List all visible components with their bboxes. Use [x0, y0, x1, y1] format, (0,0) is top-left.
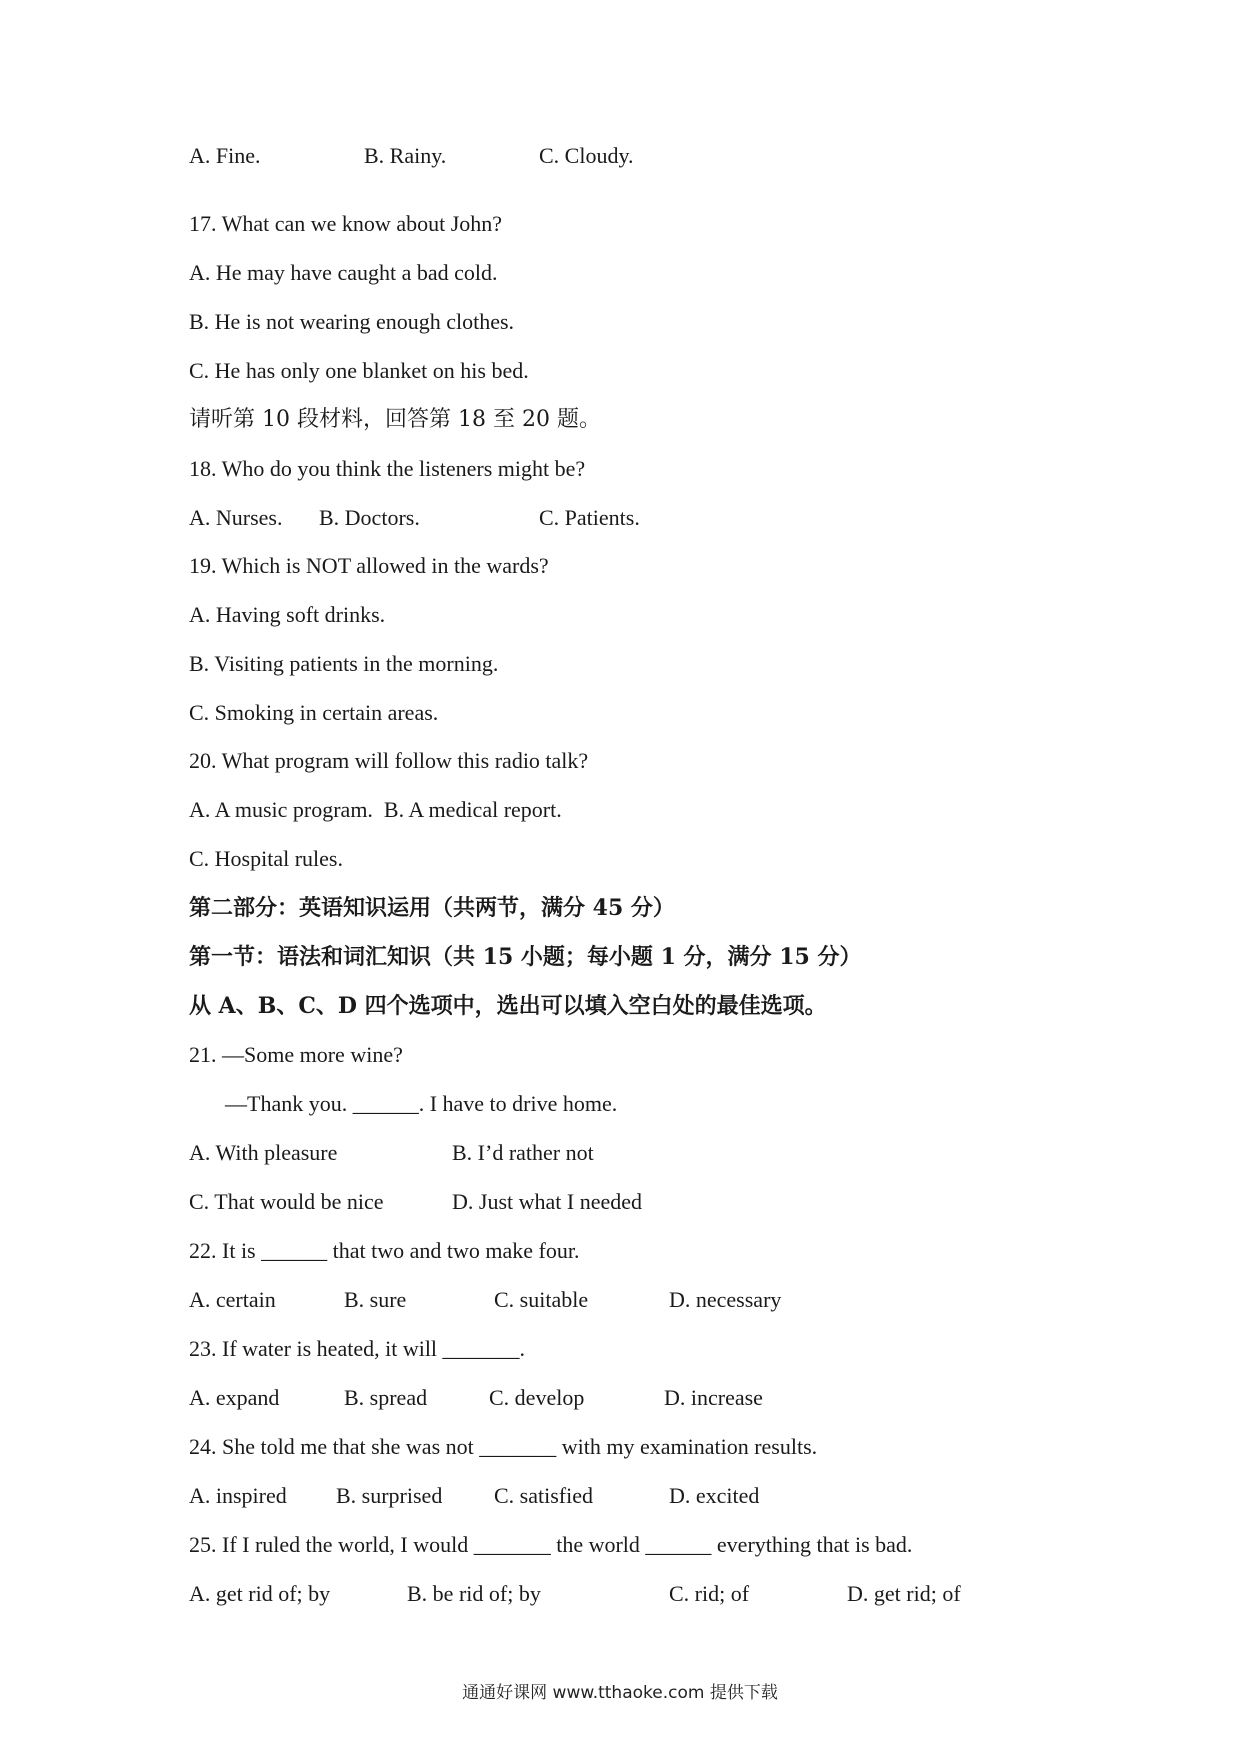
q21-reply: —Thank you. ______. I have to drive home. [225, 1091, 618, 1116]
question-18: 18. Who do you think the listeners might be? [189, 456, 586, 481]
option-b: B. I’d rather not [452, 1140, 594, 1165]
option-b: B. be rid of; by [407, 1581, 541, 1606]
option-a: A. Fine. [189, 143, 261, 168]
section-1-heading: 第一节：语法和词汇知识（共 15 小题；每小题 1 分，满分 15 分） [189, 944, 862, 970]
option-b: B. spread [344, 1385, 428, 1410]
q20-option-c: C. Hospital rules. [189, 846, 343, 871]
question-23: 23. If water is heated, it will _______. [189, 1336, 526, 1361]
choose-instruction: 从 A、B、C、D 四个选项中，选出可以填入空白处的最佳选项。 [189, 993, 827, 1019]
question-19: 19. Which is NOT allowed in the wards? [189, 553, 549, 578]
q17-option-c: C. He has only one blanket on his bed. [189, 358, 529, 383]
option-a: A. expand [189, 1385, 280, 1410]
q20-options-ab: A. A music program. B. A medical report. [189, 797, 562, 822]
q19-option-b: B. Visiting patients in the morning. [189, 651, 499, 676]
question-21: 21. —Some more wine? [189, 1042, 403, 1067]
option-d: D. get rid; of [847, 1581, 961, 1606]
q17-option-a: A. He may have caught a bad cold. [189, 260, 498, 285]
option-c: C. satisfied [494, 1483, 593, 1508]
q17-option-b: B. He is not wearing enough clothes. [189, 309, 515, 334]
option-b: B. Doctors. [319, 505, 420, 530]
question-20: 20. What program will follow this radio talk? [189, 748, 589, 773]
option-c: C. That would be nice [189, 1189, 384, 1214]
option-d: D. necessary [669, 1287, 782, 1312]
option-d: D. increase [664, 1385, 763, 1410]
question-22: 22. It is ______ that two and two make four. [189, 1238, 580, 1263]
option-a: A. With pleasure [189, 1140, 338, 1165]
option-c: C. Patients. [539, 505, 640, 530]
option-a: A. Nurses. [189, 505, 283, 530]
option-c: C. develop [489, 1385, 585, 1410]
question-17: 17. What can we know about John? [189, 211, 503, 236]
option-d: D. Just what I needed [452, 1189, 643, 1214]
part-2-heading: 第二部分：英语知识运用（共两节，满分 45 分） [189, 895, 675, 921]
option-b: B. Rainy. [364, 143, 447, 168]
option-c: C. rid; of [669, 1581, 750, 1606]
option-b: B. sure [344, 1287, 407, 1312]
question-24: 24. She told me that she was not _______ with my examination results. [189, 1434, 818, 1459]
option-b: B. surprised [336, 1483, 443, 1508]
q19-option-c: C. Smoking in certain areas. [189, 700, 439, 725]
question-25: 25. If I ruled the world, I would _______ the world ______ everything that is bad. [189, 1532, 913, 1557]
option-d: D. excited [669, 1483, 760, 1508]
option-c: C. suitable [494, 1287, 589, 1312]
option-a: A. certain [189, 1287, 276, 1312]
q19-option-a: A. Having soft drinks. [189, 602, 386, 627]
option-c: C. Cloudy. [539, 143, 634, 168]
listening-instruction-10: 请听第 10 段材料，回答第 18 至 20 题。 [189, 407, 601, 432]
option-a: A. get rid of; by [189, 1581, 331, 1606]
page-footer: 通通好课网 www.tthaoke.com 提供下载 [462, 1683, 778, 1703]
option-a: A. inspired [189, 1483, 287, 1508]
